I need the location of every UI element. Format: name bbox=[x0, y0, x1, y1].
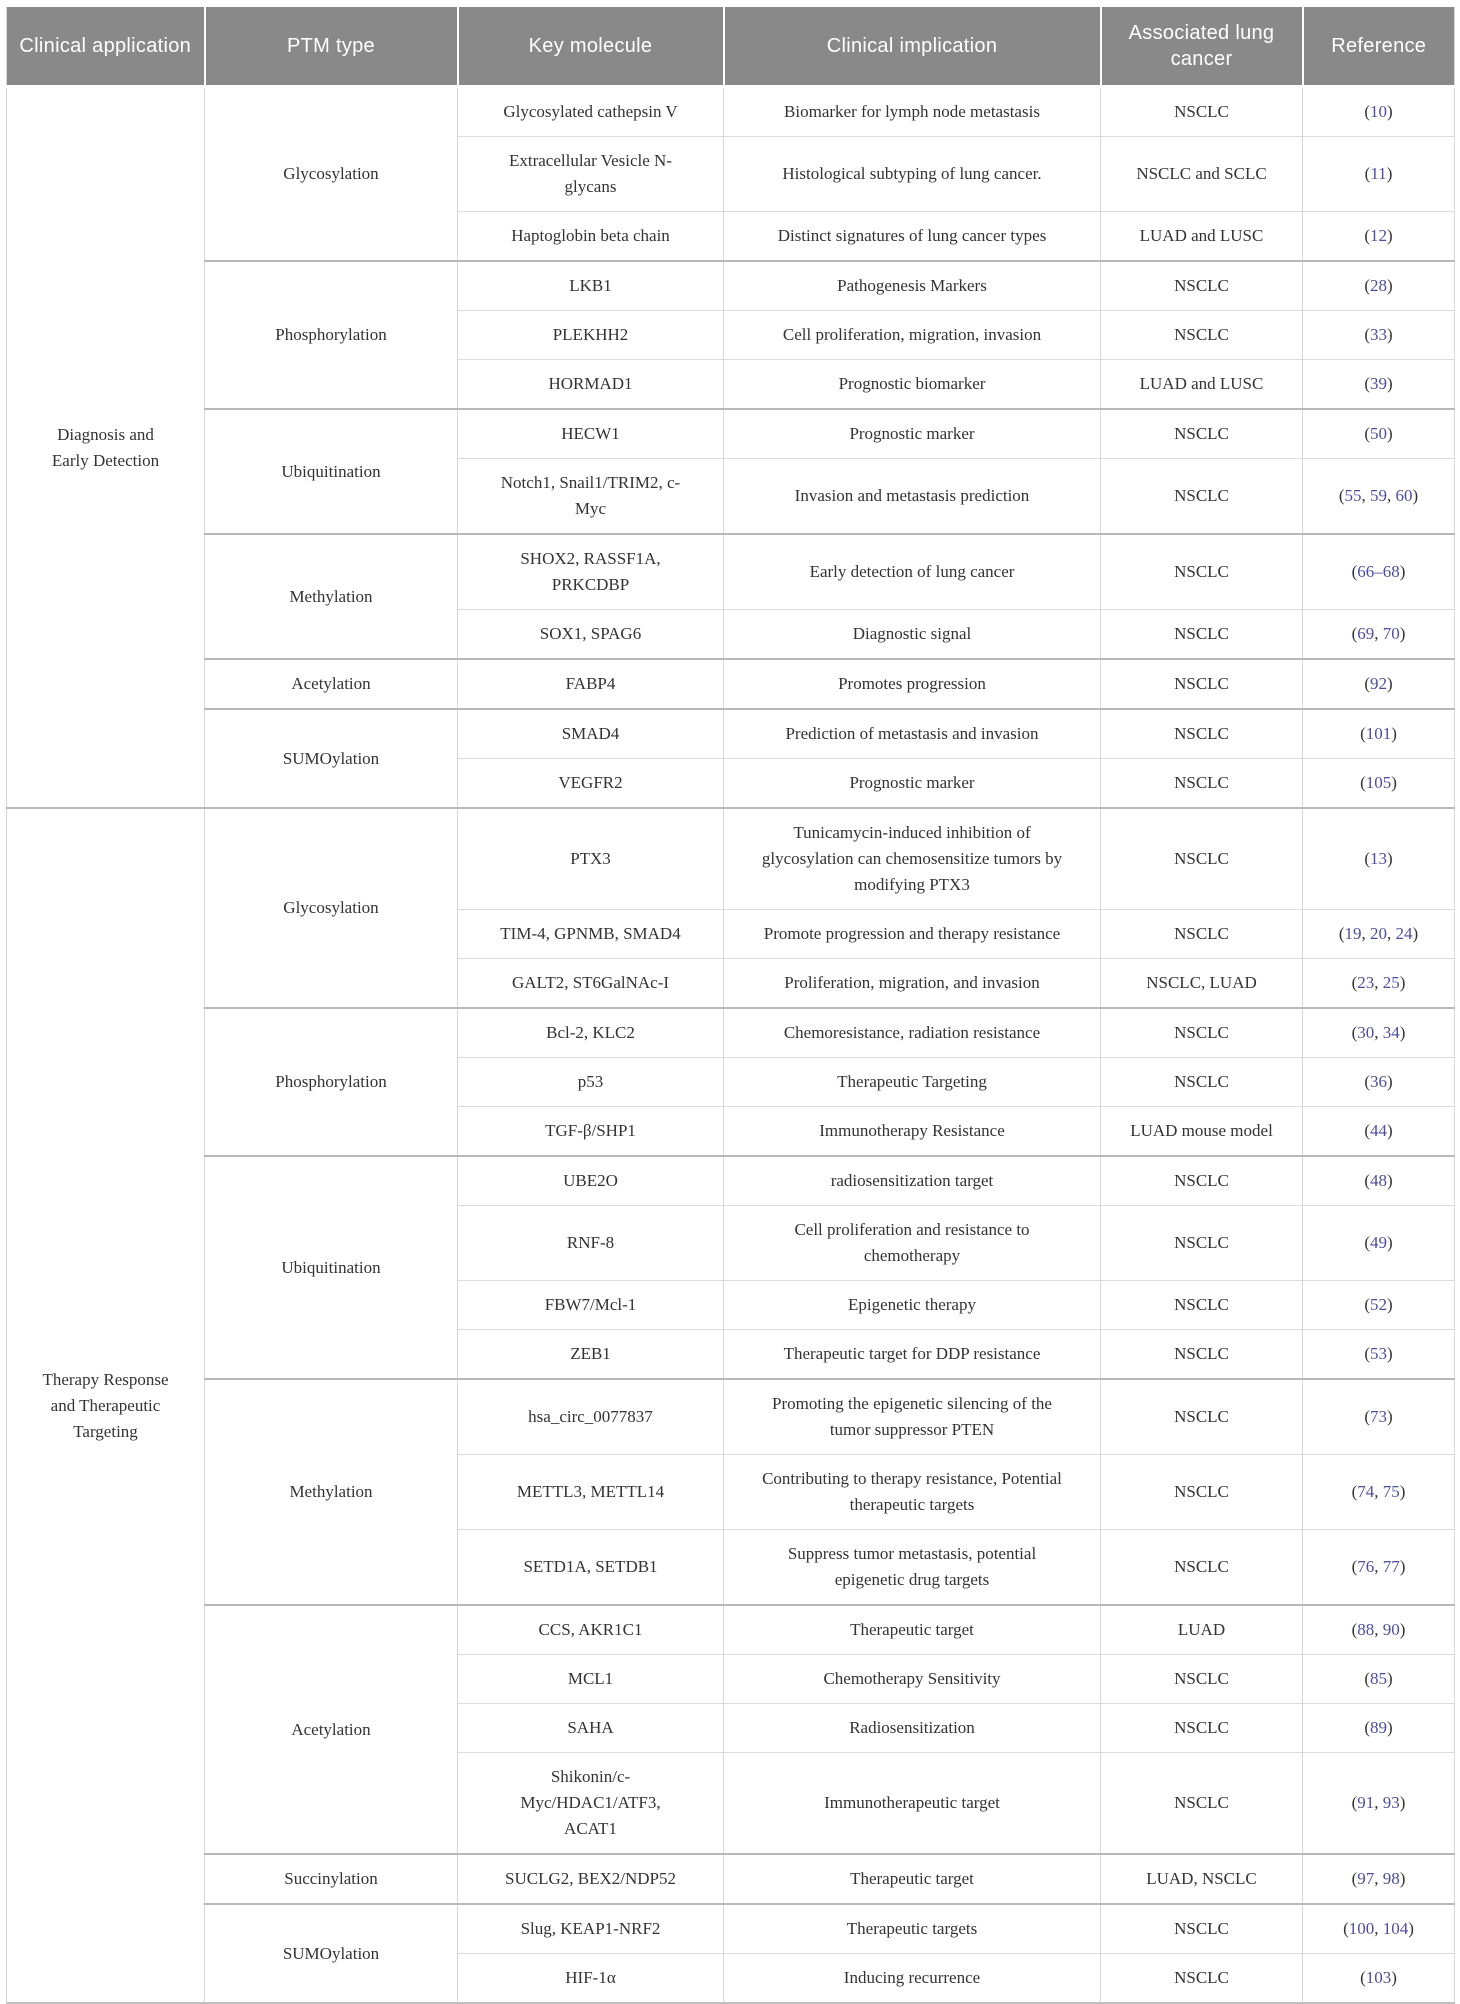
associated-cancer-cell: NSCLC bbox=[1101, 1753, 1303, 1855]
application-cell: Therapy Response and Therapeutic Targeting bbox=[7, 808, 205, 2003]
reference-link[interactable]: 103 bbox=[1365, 1968, 1392, 1987]
associated-cancer-cell: NSCLC bbox=[1101, 534, 1303, 610]
reference-link[interactable]: 59 bbox=[1370, 486, 1387, 505]
associated-cancer-cell: NSCLC bbox=[1101, 659, 1303, 709]
associated-cancer-cell: NSCLC bbox=[1101, 409, 1303, 459]
reference-link[interactable]: 28 bbox=[1370, 276, 1387, 295]
associated-cancer-cell: NSCLC bbox=[1101, 910, 1303, 959]
key-molecule-cell: VEGFR2 bbox=[458, 759, 724, 809]
clinical-implication-cell: Therapeutic target for DDP resistance bbox=[724, 1330, 1101, 1380]
reference-link[interactable]: 55 bbox=[1344, 486, 1362, 505]
table-header-row bbox=[7, 7, 1455, 87]
clinical-implication-cell: Chemotherapy Sensitivity bbox=[724, 1655, 1101, 1704]
reference-link[interactable]: 36 bbox=[1370, 1072, 1387, 1091]
clinical-implication-cell: Inducing recurrence bbox=[724, 1954, 1101, 2004]
reference-cell: (91, 93) bbox=[1303, 1753, 1455, 1855]
associated-cancer-cell: NSCLC bbox=[1101, 808, 1303, 910]
column-header-associated-lung-cancer: Associated lung cancer bbox=[1101, 7, 1303, 87]
reference-link[interactable]: 89 bbox=[1370, 1718, 1387, 1737]
reference-link[interactable]: 85 bbox=[1370, 1669, 1387, 1688]
reference-cell: (11) bbox=[1303, 137, 1455, 212]
reference-link[interactable]: 98 bbox=[1382, 1869, 1400, 1888]
reference-link[interactable]: 39 bbox=[1370, 374, 1387, 393]
reference-cell: (30, 34) bbox=[1303, 1008, 1455, 1058]
associated-cancer-cell: LUAD and LUSC bbox=[1101, 360, 1303, 410]
ptm-type-cell: Glycosylation bbox=[205, 87, 458, 262]
reference-cell: (44) bbox=[1303, 1107, 1455, 1157]
associated-cancer-cell: LUAD bbox=[1101, 1605, 1303, 1655]
key-molecule-cell: SMAD4 bbox=[458, 709, 724, 759]
associated-cancer-cell: NSCLC bbox=[1101, 709, 1303, 759]
reference-link[interactable]: 74 bbox=[1357, 1482, 1375, 1501]
key-molecule-cell: MCL1 bbox=[458, 1655, 724, 1704]
reference-link[interactable]: 25 bbox=[1382, 973, 1400, 992]
reference-link[interactable]: 52 bbox=[1370, 1295, 1387, 1314]
clinical-implication-cell: Biomarker for lymph node metastasis bbox=[724, 87, 1101, 137]
associated-cancer-cell: NSCLC bbox=[1101, 1704, 1303, 1753]
key-molecule-cell: Bcl-2, KLC2 bbox=[458, 1008, 724, 1058]
clinical-implication-cell: radiosensitization target bbox=[724, 1156, 1101, 1206]
reference-cell: (85) bbox=[1303, 1655, 1455, 1704]
ptm-type-cell: Succinylation bbox=[205, 1854, 458, 1904]
clinical-implication-cell: Immunotherapy Resistance bbox=[724, 1107, 1101, 1157]
associated-cancer-cell: LUAD and LUSC bbox=[1101, 212, 1303, 262]
key-molecule-cell: SOX1, SPAG6 bbox=[458, 610, 724, 660]
reference-link[interactable]: 13 bbox=[1370, 849, 1387, 868]
key-molecule-cell: Notch1, Snail1/TRIM2, c-Myc bbox=[458, 459, 724, 535]
key-molecule-cell: Shikonin/c-Myc/HDAC1/ATF3, ACAT1 bbox=[458, 1753, 724, 1855]
ptm-type-cell: Phosphorylation bbox=[205, 1008, 458, 1156]
reference-link[interactable]: 53 bbox=[1370, 1344, 1387, 1363]
reference-link[interactable]: 100 bbox=[1348, 1919, 1375, 1938]
associated-cancer-cell: NSCLC bbox=[1101, 610, 1303, 660]
clinical-implication-cell: Suppress tumor metastasis, potential epigenetic drug targets bbox=[724, 1530, 1101, 1606]
associated-cancer-cell: NSCLC bbox=[1101, 1058, 1303, 1107]
key-molecule-cell: CCS, AKR1C1 bbox=[458, 1605, 724, 1655]
associated-cancer-cell: NSCLC bbox=[1101, 759, 1303, 809]
key-molecule-cell: FBW7/Mcl-1 bbox=[458, 1281, 724, 1330]
reference-cell: (69, 70) bbox=[1303, 610, 1455, 660]
ptm-type-cell: Methylation bbox=[205, 1379, 458, 1605]
reference-link[interactable]: 44 bbox=[1370, 1121, 1387, 1140]
associated-cancer-cell: NSCLC bbox=[1101, 1455, 1303, 1530]
ptm-type-cell: Acetylation bbox=[205, 659, 458, 709]
table-body bbox=[7, 87, 1455, 2004]
table-row bbox=[7, 261, 1455, 311]
reference-link[interactable]: 19 bbox=[1344, 924, 1362, 943]
reference-link[interactable]: 93 bbox=[1382, 1793, 1400, 1812]
table-row bbox=[7, 808, 1455, 910]
key-molecule-cell: Haptoglobin beta chain bbox=[458, 212, 724, 262]
clinical-implication-cell: Cell proliferation, migration, invasion bbox=[724, 311, 1101, 360]
clinical-implication-cell: Prediction of metastasis and invasion bbox=[724, 709, 1101, 759]
reference-link[interactable]: 73 bbox=[1370, 1407, 1387, 1426]
application-cell: Diagnosis and Early Detection bbox=[7, 87, 205, 809]
associated-cancer-cell: NSCLC and SCLC bbox=[1101, 137, 1303, 212]
key-molecule-cell: GALT2, ST6GalNAc-I bbox=[458, 959, 724, 1009]
table-row bbox=[7, 659, 1455, 709]
associated-cancer-cell: NSCLC bbox=[1101, 1008, 1303, 1058]
reference-link[interactable]: 50 bbox=[1370, 424, 1387, 443]
reference-cell: (88, 90) bbox=[1303, 1605, 1455, 1655]
table-row bbox=[7, 534, 1455, 610]
reference-link[interactable]: 88 bbox=[1357, 1620, 1375, 1639]
key-molecule-cell: SUCLG2, BEX2/NDP52 bbox=[458, 1854, 724, 1904]
reference-link[interactable]: 76 bbox=[1357, 1557, 1375, 1576]
associated-cancer-cell: NSCLC bbox=[1101, 1281, 1303, 1330]
table-row bbox=[7, 409, 1455, 459]
associated-cancer-cell: NSCLC bbox=[1101, 1904, 1303, 1954]
key-molecule-cell: TIM-4, GPNMB, SMAD4 bbox=[458, 910, 724, 959]
reference-cell: (73) bbox=[1303, 1379, 1455, 1455]
clinical-implication-cell: Epigenetic therapy bbox=[724, 1281, 1101, 1330]
reference-cell: (76, 77) bbox=[1303, 1530, 1455, 1606]
reference-link[interactable]: 69 bbox=[1357, 624, 1375, 643]
reference-cell: (66–68) bbox=[1303, 534, 1455, 610]
reference-link[interactable]: 34 bbox=[1382, 1023, 1400, 1042]
associated-cancer-cell: NSCLC bbox=[1101, 1655, 1303, 1704]
associated-cancer-cell: NSCLC bbox=[1101, 261, 1303, 311]
reference-link[interactable]: 70 bbox=[1382, 624, 1400, 643]
reference-cell: (103) bbox=[1303, 1954, 1455, 2004]
ptm-type-cell: SUMOylation bbox=[205, 709, 458, 808]
clinical-implication-cell: Pathogenesis Markers bbox=[724, 261, 1101, 311]
associated-cancer-cell: NSCLC bbox=[1101, 459, 1303, 535]
reference-link[interactable]: 60 bbox=[1395, 486, 1413, 505]
table-row bbox=[7, 1854, 1455, 1904]
clinical-implication-cell: Cell proliferation and resistance to chemotherapy bbox=[724, 1206, 1101, 1281]
reference-link[interactable]: 77 bbox=[1382, 1557, 1400, 1576]
ptm-type-cell: Ubiquitination bbox=[205, 409, 458, 534]
clinical-implication-cell: Promote progression and therapy resistance bbox=[724, 910, 1101, 959]
reference-link[interactable]: 91 bbox=[1357, 1793, 1375, 1812]
key-molecule-cell: FABP4 bbox=[458, 659, 724, 709]
clinical-implication-cell: Therapeutic target bbox=[724, 1854, 1101, 1904]
associated-cancer-cell: NSCLC bbox=[1101, 1379, 1303, 1455]
clinical-implication-cell: Promoting the epigenetic silencing of the tumor suppressor PTEN bbox=[724, 1379, 1101, 1455]
column-header-clinical-implication: Clinical implication bbox=[724, 7, 1101, 87]
reference-cell: (100, 104) bbox=[1303, 1904, 1455, 1954]
ptm-type-cell: Glycosylation bbox=[205, 808, 458, 1008]
key-molecule-cell: HORMAD1 bbox=[458, 360, 724, 410]
ptm-type-cell: Methylation bbox=[205, 534, 458, 659]
column-header-clinical-application: Clinical application bbox=[7, 7, 205, 87]
reference-cell: (89) bbox=[1303, 1704, 1455, 1753]
key-molecule-cell: SHOX2, RASSF1A, PRKCDBP bbox=[458, 534, 724, 610]
reference-cell: (74, 75) bbox=[1303, 1455, 1455, 1530]
reference-link[interactable]: 101 bbox=[1365, 724, 1392, 743]
reference-link[interactable]: 33 bbox=[1370, 325, 1387, 344]
ptm-type-cell: Phosphorylation bbox=[205, 261, 458, 409]
reference-link[interactable]: 49 bbox=[1370, 1233, 1387, 1252]
key-molecule-cell: SAHA bbox=[458, 1704, 724, 1753]
key-molecule-cell: LKB1 bbox=[458, 261, 724, 311]
clinical-implication-cell: Early detection of lung cancer bbox=[724, 534, 1101, 610]
reference-cell: (12) bbox=[1303, 212, 1455, 262]
key-molecule-cell: Extracellular Vesicle N-glycans bbox=[458, 137, 724, 212]
reference-cell: (97, 98) bbox=[1303, 1854, 1455, 1904]
reference-link[interactable]: 90 bbox=[1382, 1620, 1400, 1639]
table-row bbox=[7, 87, 1455, 137]
associated-cancer-cell: LUAD mouse model bbox=[1101, 1107, 1303, 1157]
key-molecule-cell: PLEKHH2 bbox=[458, 311, 724, 360]
reference-link[interactable]: 12 bbox=[1370, 226, 1387, 245]
reference-link[interactable]: 75 bbox=[1382, 1482, 1400, 1501]
reference-cell: (101) bbox=[1303, 709, 1455, 759]
reference-cell: (92) bbox=[1303, 659, 1455, 709]
key-molecule-cell: Glycosylated cathepsin V bbox=[458, 87, 724, 137]
key-molecule-cell: PTX3 bbox=[458, 808, 724, 910]
clinical-implication-cell: Prognostic marker bbox=[724, 759, 1101, 809]
clinical-implication-cell: Prognostic biomarker bbox=[724, 360, 1101, 410]
reference-link[interactable]: 66–68 bbox=[1357, 562, 1400, 581]
clinical-implication-cell: Immunotherapeutic target bbox=[724, 1753, 1101, 1855]
reference-cell: (48) bbox=[1303, 1156, 1455, 1206]
reference-link[interactable]: 20 bbox=[1370, 924, 1387, 943]
table-row bbox=[7, 1379, 1455, 1455]
reference-link[interactable]: 24 bbox=[1395, 924, 1413, 943]
clinical-implication-cell: Histological subtyping of lung cancer. bbox=[724, 137, 1101, 212]
column-header-key-molecule: Key molecule bbox=[458, 7, 724, 87]
key-molecule-cell: Slug, KEAP1-NRF2 bbox=[458, 1904, 724, 1954]
key-molecule-cell: HECW1 bbox=[458, 409, 724, 459]
reference-cell: (10) bbox=[1303, 87, 1455, 137]
column-header-ptm-type: PTM type bbox=[205, 7, 458, 87]
reference-cell: (105) bbox=[1303, 759, 1455, 809]
table-row bbox=[7, 1156, 1455, 1206]
reference-link[interactable]: 10 bbox=[1370, 102, 1387, 121]
reference-cell: (28) bbox=[1303, 261, 1455, 311]
ptm-type-cell: SUMOylation bbox=[205, 1904, 458, 2003]
associated-cancer-cell: NSCLC bbox=[1101, 1156, 1303, 1206]
reference-link[interactable]: 11 bbox=[1370, 164, 1387, 183]
associated-cancer-cell: NSCLC, LUAD bbox=[1101, 959, 1303, 1009]
reference-link[interactable]: 105 bbox=[1365, 773, 1392, 792]
associated-cancer-cell: NSCLC bbox=[1101, 1954, 1303, 2004]
clinical-implication-cell: Therapeutic Targeting bbox=[724, 1058, 1101, 1107]
reference-cell: (36) bbox=[1303, 1058, 1455, 1107]
clinical-implication-cell: Distinct signatures of lung cancer types bbox=[724, 212, 1101, 262]
clinical-implication-cell: Therapeutic target bbox=[724, 1605, 1101, 1655]
key-molecule-cell: METTL3, METTL14 bbox=[458, 1455, 724, 1530]
reference-cell: (19, 20, 24) bbox=[1303, 910, 1455, 959]
key-molecule-cell: ZEB1 bbox=[458, 1330, 724, 1380]
table-row bbox=[7, 1605, 1455, 1655]
table-row bbox=[7, 1008, 1455, 1058]
ptm-type-cell: Ubiquitination bbox=[205, 1156, 458, 1379]
key-molecule-cell: TGF-β/SHP1 bbox=[458, 1107, 724, 1157]
key-molecule-cell: RNF-8 bbox=[458, 1206, 724, 1281]
associated-cancer-cell: NSCLC bbox=[1101, 87, 1303, 137]
ptm-type-cell: Acetylation bbox=[205, 1605, 458, 1854]
clinical-implication-cell: Promotes progression bbox=[724, 659, 1101, 709]
clinical-implication-cell: Proliferation, migration, and invasion bbox=[724, 959, 1101, 1009]
reference-cell: (33) bbox=[1303, 311, 1455, 360]
reference-cell: (49) bbox=[1303, 1206, 1455, 1281]
associated-cancer-cell: NSCLC bbox=[1101, 1530, 1303, 1606]
clinical-implication-cell: Invasion and metastasis prediction bbox=[724, 459, 1101, 535]
key-molecule-cell: UBE2O bbox=[458, 1156, 724, 1206]
key-molecule-cell: HIF-1α bbox=[458, 1954, 724, 2004]
reference-link[interactable]: 48 bbox=[1370, 1171, 1387, 1190]
clinical-implication-cell: Prognostic marker bbox=[724, 409, 1101, 459]
table-row bbox=[7, 1904, 1455, 1954]
key-molecule-cell: SETD1A, SETDB1 bbox=[458, 1530, 724, 1606]
associated-cancer-cell: NSCLC bbox=[1101, 1206, 1303, 1281]
table-row bbox=[7, 709, 1455, 759]
clinical-implication-cell: Radiosensitization bbox=[724, 1704, 1101, 1753]
associated-cancer-cell: NSCLC bbox=[1101, 311, 1303, 360]
reference-cell: (23, 25) bbox=[1303, 959, 1455, 1009]
reference-link[interactable]: 104 bbox=[1382, 1919, 1409, 1938]
reference-link[interactable]: 30 bbox=[1357, 1023, 1375, 1042]
clinical-implication-cell: Diagnostic signal bbox=[724, 610, 1101, 660]
reference-link[interactable]: 23 bbox=[1357, 973, 1375, 992]
ptm-table bbox=[6, 7, 1455, 2004]
reference-cell: (39) bbox=[1303, 360, 1455, 410]
reference-link[interactable]: 97 bbox=[1357, 1869, 1375, 1888]
associated-cancer-cell: LUAD, NSCLC bbox=[1101, 1854, 1303, 1904]
reference-cell: (55, 59, 60) bbox=[1303, 459, 1455, 535]
reference-cell: (52) bbox=[1303, 1281, 1455, 1330]
key-molecule-cell: p53 bbox=[458, 1058, 724, 1107]
associated-cancer-cell: NSCLC bbox=[1101, 1330, 1303, 1380]
reference-cell: (13) bbox=[1303, 808, 1455, 910]
column-header-reference: Reference bbox=[1303, 7, 1455, 87]
reference-cell: (53) bbox=[1303, 1330, 1455, 1380]
reference-link[interactable]: 92 bbox=[1370, 674, 1387, 693]
clinical-implication-cell: Tunicamycin-induced inhibition of glycosylation can chemosensitize tumors by modifying PTX3 bbox=[724, 808, 1101, 910]
reference-cell: (50) bbox=[1303, 409, 1455, 459]
clinical-implication-cell: Contributing to therapy resistance, Potential therapeutic targets bbox=[724, 1455, 1101, 1530]
clinical-implication-cell: Chemoresistance, radiation resistance bbox=[724, 1008, 1101, 1058]
clinical-implication-cell: Therapeutic targets bbox=[724, 1904, 1101, 1954]
key-molecule-cell: hsa_circ_0077837 bbox=[458, 1379, 724, 1455]
